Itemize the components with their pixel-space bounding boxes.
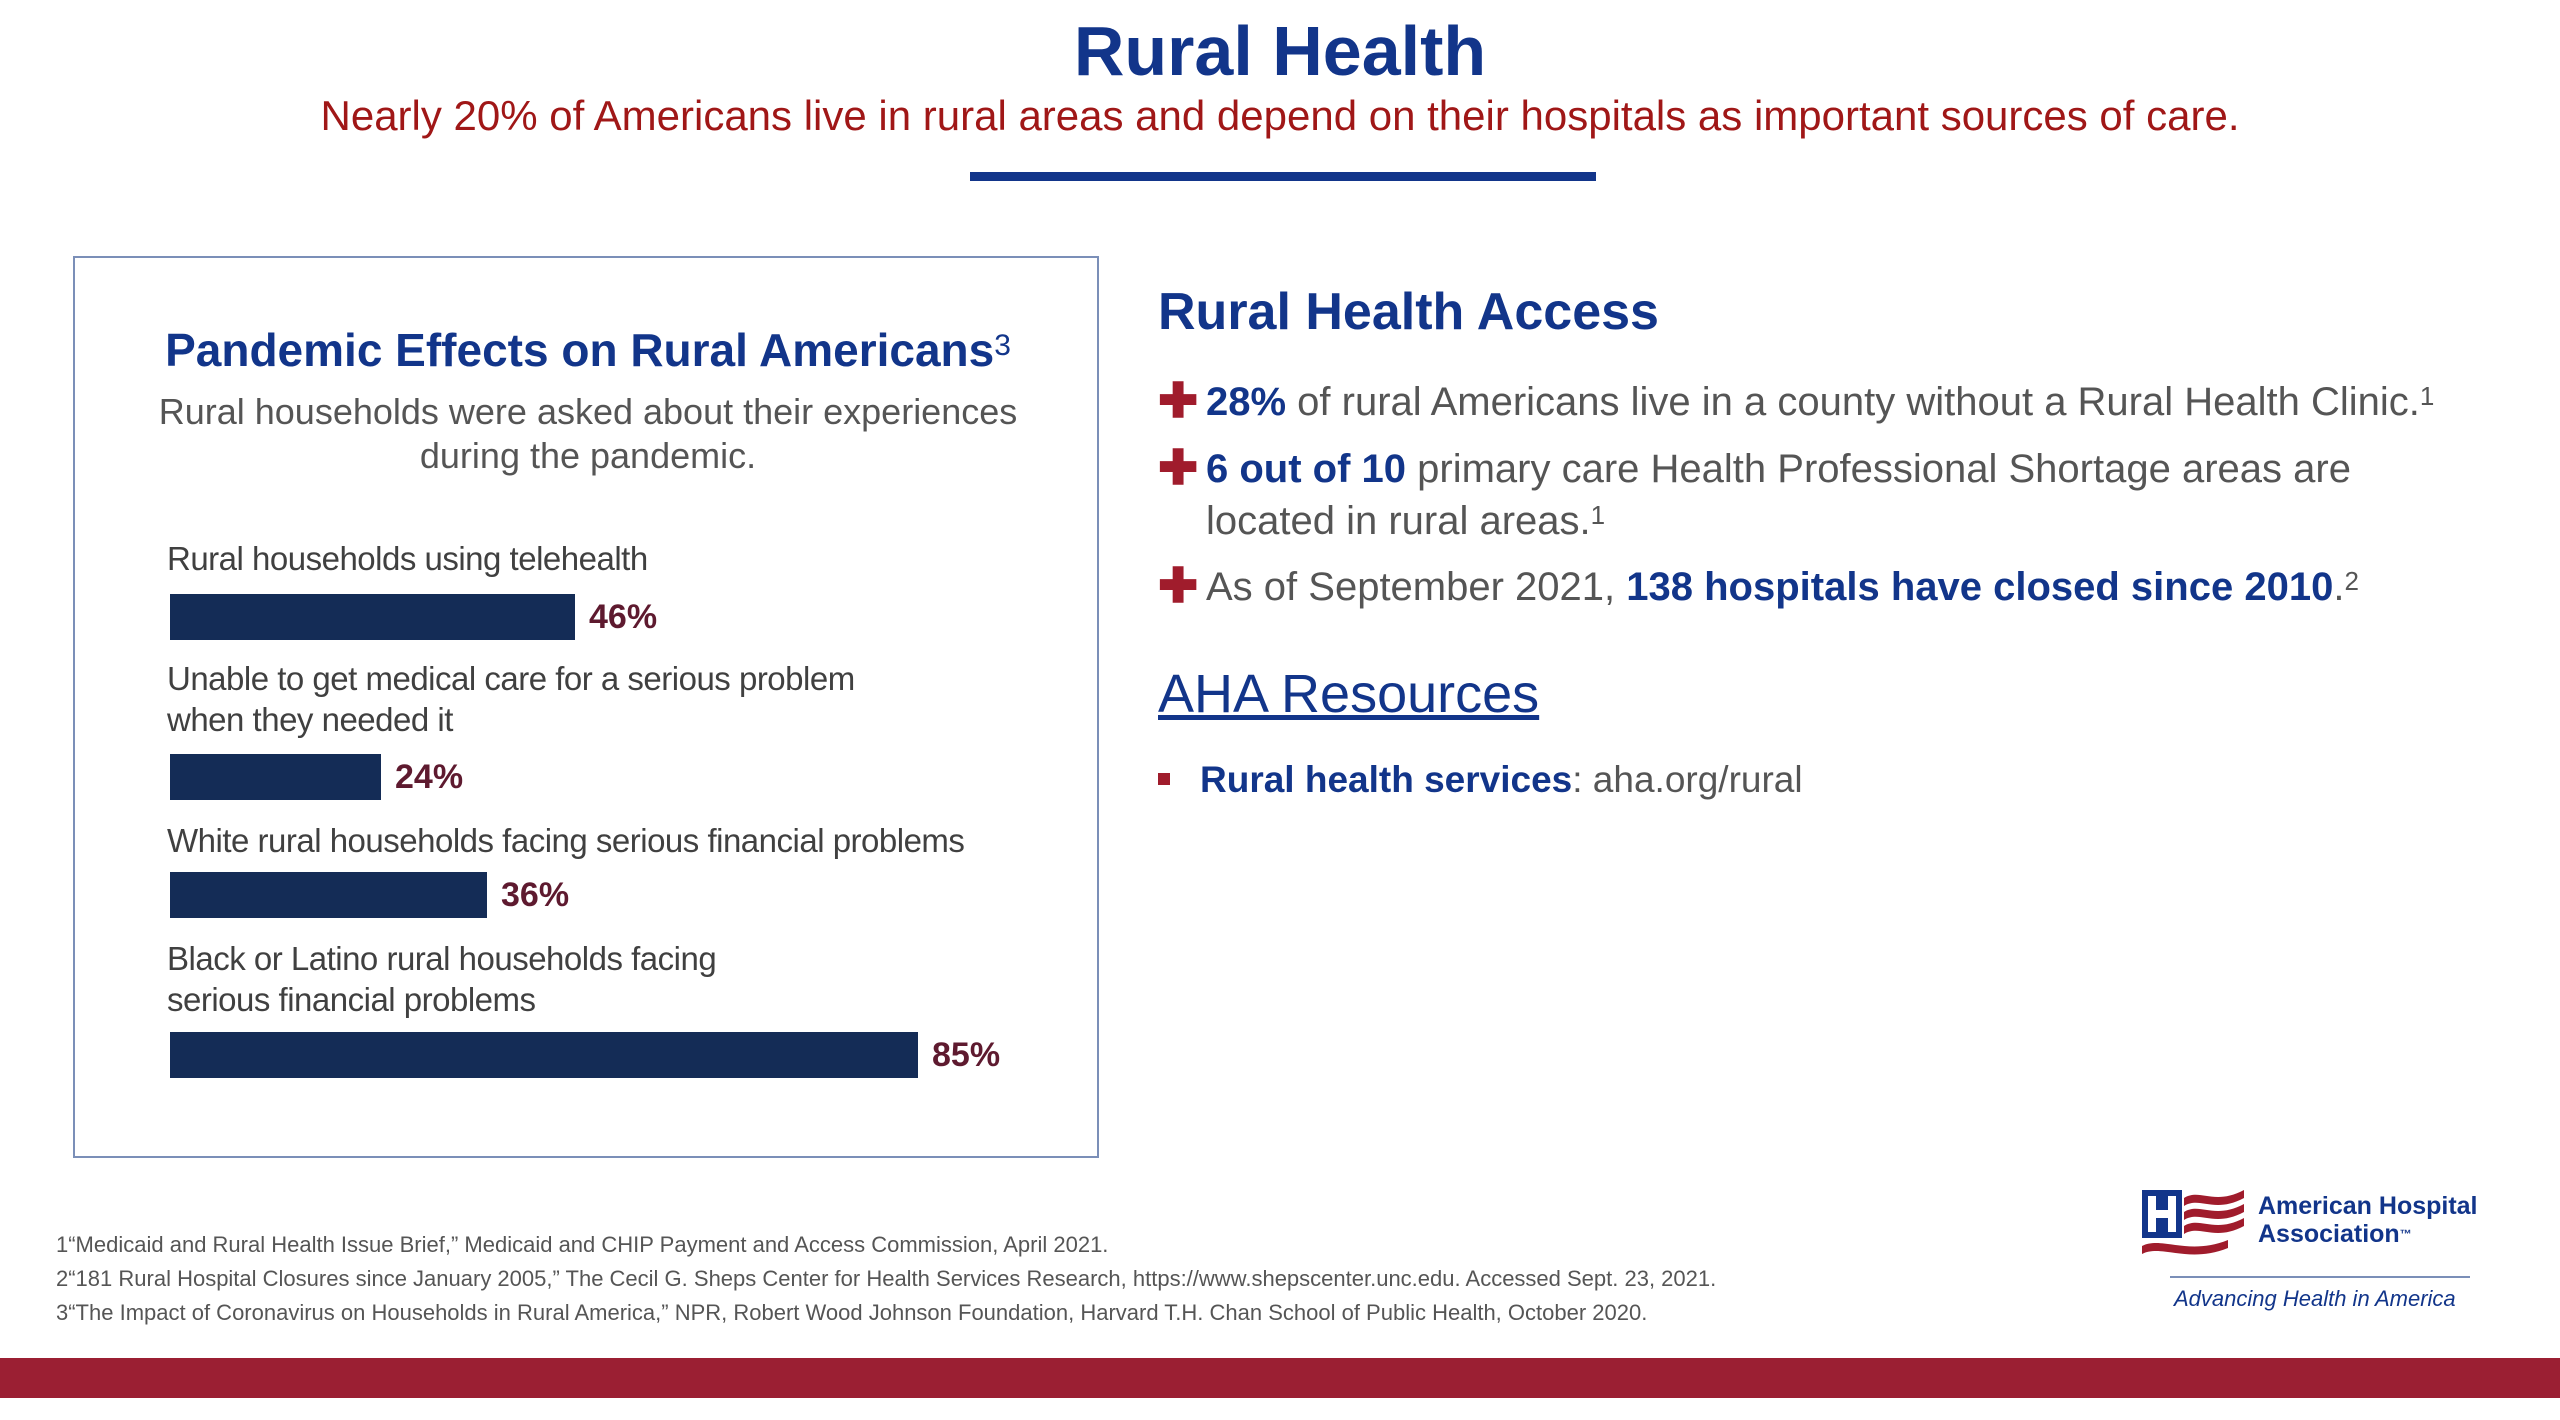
aha-logo — [2138, 1180, 2498, 1320]
bullet-ref: 2 — [2344, 566, 2359, 596]
bar-value-label: 24% — [395, 758, 464, 796]
bar-category-label — [167, 938, 716, 1020]
plus-icon: ✚ — [1158, 442, 1199, 495]
bar-category-label — [167, 820, 964, 861]
logo-name-line2-wrap — [2258, 1220, 2478, 1248]
logo-tagline: Advancing Health in America — [2174, 1286, 2456, 1311]
plus-icon: ✚ — [1158, 560, 1199, 613]
bar-black-latino-financial — [170, 1032, 918, 1078]
access-bullet-text — [1206, 561, 2538, 613]
bar-category-line: Black or Latino rural households facing — [167, 940, 717, 977]
footer-bar — [0, 1358, 2560, 1398]
bullet-ref: 1 — [2419, 381, 2435, 411]
bar-white-financial — [170, 872, 487, 918]
aha-flag-h-icon — [2138, 1186, 2250, 1266]
chart-subtitle-line2: during the pandemic. — [419, 435, 757, 476]
resources-title-link[interactable]: AHA Resources — [1158, 664, 1540, 724]
chart-subtitle — [115, 390, 1061, 478]
resource-item — [1158, 754, 1803, 806]
footnote-2: 2“181 Rural Hospital Closures since January 2005,” The Cecil G. Sheps Center for Health Services Research, https://www.shepscenter.unc.edu. Accessed Sept. 23, 2021. — [56, 1266, 1717, 1291]
chart-title-ref: 3 — [994, 329, 1011, 362]
logo-name-line1: American Hospital — [2258, 1192, 2478, 1220]
bullet-pre: As of September 2021, — [1206, 565, 1627, 609]
bullet-body: of rural Americans live in a county without a Rural Health Clinic. — [1286, 380, 2420, 424]
page-title: Rural Health — [1073, 12, 1487, 90]
logo-name — [2258, 1192, 2478, 1248]
bar-value-label: 46% — [589, 598, 658, 636]
bar-value-label: 85% — [932, 1036, 1001, 1074]
footnote-1: 1“Medicaid and Rural Health Issue Brief,” Medicaid and CHIP Payment and Access Commission, April 2021. — [56, 1232, 1109, 1257]
square-bullet-icon — [1158, 773, 1170, 785]
bar-category-label — [167, 538, 648, 579]
resource-url[interactable]: : aha.org/rural — [1572, 759, 1803, 800]
title-divider — [970, 172, 1596, 181]
bar-telehealth — [170, 594, 575, 640]
chart-panel — [73, 256, 1099, 1158]
footnote-3: 3“The Impact of Coronavirus on Households in Rural America,” NPR, Robert Wood Johnson Foundation, Harvard T.H. Chan School of Public Health, October 2020. — [56, 1300, 1648, 1325]
logo-divider — [2170, 1276, 2470, 1278]
bar-category-line: White rural households facing serious financial problems — [167, 822, 965, 859]
chart-title-text: Pandemic Effects on Rural Americans — [165, 324, 995, 376]
plus-icon: ✚ — [1158, 375, 1199, 428]
bar-category-line: Unable to get medical care for a serious problem — [167, 660, 855, 697]
bullet-body: primary care Health Professional Shortage areas are — [1406, 447, 2351, 491]
bar-category-line: serious financial problems — [167, 981, 536, 1018]
bar-value-label: 36% — [501, 876, 570, 914]
page-subtitle: Nearly 20% of Americans live in rural areas and depend on their hospitals as important sources of care. — [320, 92, 2240, 139]
bullet-highlight: 28% — [1206, 380, 1287, 424]
logo-name-line2: Association — [2258, 1220, 2400, 1248]
logo-tm: ™ — [2399, 1227, 2412, 1241]
bullet-post: . — [2333, 565, 2345, 609]
bullet-highlight: 6 out of 10 — [1206, 447, 1407, 491]
chart-subtitle-line1: Rural households were asked about their experiences — [158, 391, 1018, 432]
bullet-highlight: 138 hospitals have closed since 2010 — [1626, 565, 2334, 609]
bar-category-label — [167, 658, 855, 740]
bar-category-line: when they needed it — [167, 701, 453, 738]
bar-category-line: Rural households using telehealth — [167, 540, 648, 577]
access-bullet-text — [1206, 376, 2538, 428]
access-title: Rural Health Access — [1158, 283, 1659, 341]
chart-title — [75, 318, 1101, 382]
bullet-body-line2: located in rural areas. — [1206, 499, 1591, 543]
resource-label: Rural health services — [1200, 759, 1573, 800]
bullet-ref: 1 — [1590, 500, 1606, 530]
access-bullet-text — [1206, 443, 2538, 547]
bar-unable-care — [170, 754, 381, 800]
